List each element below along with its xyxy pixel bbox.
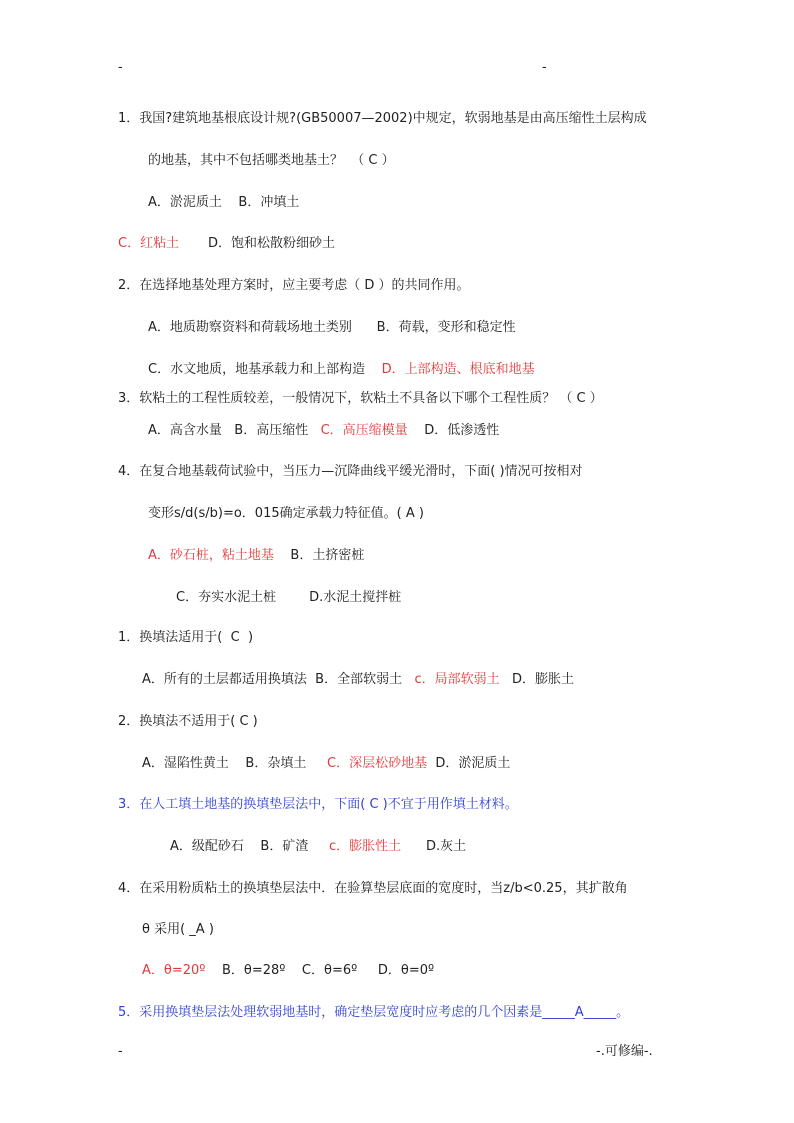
- question-line: [148, 195, 299, 211]
- line-text: 变形s/d(s/b)=o．015确定承载力特征值。( A ): [148, 506, 424, 521]
- line-text: 3．软粘土的工程性质较差，一般情况下，软粘土不具备以下哪个工程性质？ （ C ）: [118, 391, 603, 406]
- line-text: A．地质勘察资料和荷载场地土类别 B．荷载，变形和稳定性: [148, 320, 516, 335]
- line-text: 4．在采用粉质粘土的换填垫层法中．在验算垫层底面的宽度时，当z/b<0.25，其扩散角: [118, 881, 628, 896]
- question-line: [142, 963, 434, 979]
- question-line: [148, 153, 395, 169]
- question-line: [148, 506, 424, 522]
- line-text: 的地基，其中不包括哪类地基土？ （ C ）: [148, 153, 395, 168]
- line-text: D．淤泥质土: [427, 756, 511, 771]
- highlighted-answer-text: C．高压缩模量: [320, 423, 408, 438]
- question-line: [118, 236, 335, 252]
- highlighted-answer-text: A．θ=20º: [142, 963, 206, 978]
- line-text: 1．换填法适用于( C ): [118, 630, 254, 645]
- question-line: [118, 464, 583, 480]
- line-text: A．所有的土层都适用换填法 B．全部软弱土: [142, 672, 415, 687]
- question-line: [148, 362, 535, 378]
- question-line: [118, 278, 470, 294]
- question-line: [176, 590, 401, 606]
- line-text: A．级配砂石 B．矿渣: [170, 839, 330, 854]
- footer-page-note: -.可修编-.: [596, 1044, 653, 1059]
- line-text: D．低渗透性: [407, 423, 500, 438]
- line-text: C．水文地质，地基承载力和上部构造: [148, 362, 382, 377]
- line-text: 4．在复合地基载荷试验中，当压力—沉降曲线平缓光滑时，下面( )情况可按相对: [118, 464, 583, 479]
- question-line: [118, 391, 603, 407]
- line-text: 2．在选择地基处理方案时，应主要考虑（ D ）的共同作用。: [118, 278, 470, 293]
- question-line: [118, 881, 628, 897]
- highlighted-answer-text: c．膨胀性土: [329, 839, 402, 854]
- footer-left-mark: -: [118, 1044, 123, 1059]
- line-text: A．湿陷性黄土 B．杂填土: [142, 756, 328, 771]
- question-line: [170, 839, 466, 855]
- highlighted-answer-text: C．深层松砂地基: [327, 756, 428, 771]
- line-text: D．饱和松散粉细砂土: [179, 236, 336, 251]
- line-text: C．夯实水泥土桩 D.水泥土搅拌桩: [176, 590, 402, 605]
- question-line: [148, 423, 499, 439]
- line-text: 2．换填法不适用于( C ): [118, 714, 258, 729]
- highlighted-answer-text: 3．在人工填土地基的换填垫层法中，下面( C )不宜于用作填土材料。: [118, 797, 518, 812]
- question-line: [118, 714, 258, 730]
- line-text: θ 采用( _A ): [142, 922, 214, 937]
- highlighted-answer-text: c．局部软弱土: [414, 672, 500, 687]
- question-line: [142, 756, 510, 772]
- question-line: [142, 922, 214, 938]
- question-line: [118, 797, 518, 813]
- question-line: [118, 1005, 629, 1021]
- highlighted-answer-text: A．砂石桩，粘土地基: [148, 548, 274, 563]
- line-text: 1．我国?建筑地基根底设计规?(GB50007—2002)中规定，软弱地基是由高压缩性土层构成: [118, 111, 647, 126]
- highlighted-answer-text: 5．采用换填垫层法处理软弱地基时，确定垫层宽度时应考虑的几个因素是_____A_____。: [118, 1005, 630, 1020]
- question-line: [148, 320, 516, 336]
- question-line: [142, 672, 574, 688]
- line-text: D．膨胀土: [499, 672, 575, 687]
- question-line: [148, 548, 364, 564]
- line-text: D.灰土: [401, 839, 467, 854]
- line-text: B．θ=28º C．θ=6º D．θ=0º: [205, 963, 435, 978]
- line-text: B．土挤密桩: [273, 548, 365, 563]
- line-text: A．高含水量 B．高压缩性: [148, 423, 321, 438]
- header-right-mark: -: [542, 60, 547, 75]
- question-line: [118, 630, 253, 646]
- line-text: A．淤泥质土 B．冲填土: [148, 195, 300, 210]
- question-line: [118, 111, 647, 127]
- highlighted-answer-text: C．红粘土: [118, 236, 180, 251]
- highlighted-answer-text: D．上部构造、根底和地基: [381, 362, 535, 377]
- header-left-mark: -: [118, 60, 123, 75]
